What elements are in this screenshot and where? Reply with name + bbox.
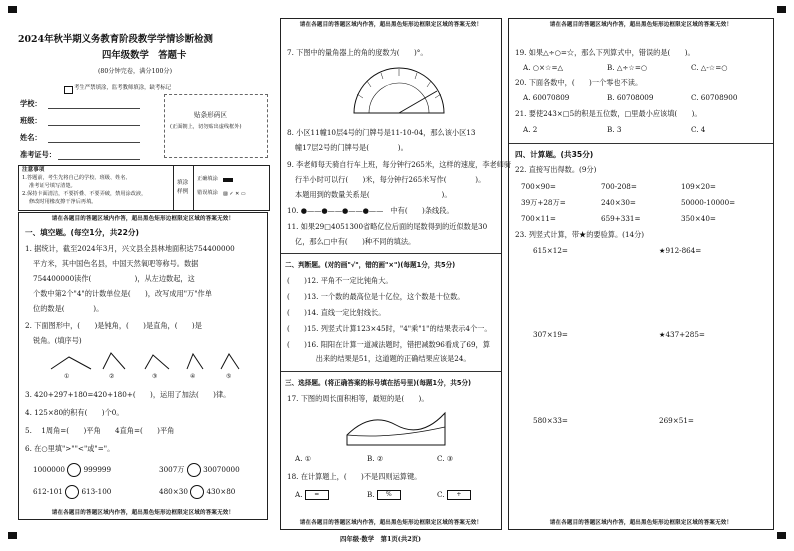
compare-circle[interactable]: [187, 463, 201, 477]
divider: [509, 143, 773, 144]
compare-row: [159, 485, 235, 499]
q18: 18. 在计算题上，( )不是四则运算键。: [287, 472, 422, 481]
angle-2: [103, 353, 125, 369]
angle-label-1: ①: [64, 373, 70, 380]
notice-box: [18, 165, 270, 211]
notice-line: 2.保持卡面清洁，不要折叠、不要弄破，禁用涂改液，: [22, 191, 147, 197]
exam-note: (80分钟完卷，满分100分): [98, 68, 173, 75]
angle-label-5: ⑤: [226, 373, 232, 380]
direct-calc: 240×30=: [601, 198, 636, 207]
section-4-title: 四、计算题。(共35分): [515, 150, 594, 159]
q1-line: 个数中第2个"4"的计数单位是( )，改写成用"万"作单: [33, 289, 212, 298]
vertical-calc: ★912-864=: [659, 246, 702, 255]
q6-line: 6. 在○里填">""<"或"="。: [25, 444, 115, 453]
direct-calc: 700×90=: [521, 182, 556, 191]
vertical-calc: 615×12=: [533, 246, 568, 255]
section-3-title: 三、选择题。(将正确答案的标号填在括号里)(每题1分，共5分): [285, 379, 472, 387]
vertical-calc: 269×51=: [659, 416, 694, 425]
q10: 10. ●——●——●——●—— 中有( )条线段。: [287, 206, 454, 215]
judge-item: ( )15. 列竖式计算123×45时，"4"乘"1"的结果表示4个一。: [287, 324, 492, 333]
compare-left: 1000000: [33, 465, 66, 474]
vertical-calc: ★437+285=: [659, 330, 705, 339]
q17-option[interactable]: C. ③: [437, 454, 454, 463]
exam-subtitle: 四年级数学 答题卡: [102, 50, 187, 61]
calc-key-equals-icon: =: [305, 490, 329, 500]
q11-cont: 亿，那么□中有( )种不同的填法。: [295, 237, 416, 246]
q2-line: 2. 下面图形中，( )是钝角，( )是直角，( )是: [25, 321, 202, 330]
option-label: B.: [367, 490, 375, 499]
correct-fill-mark: [223, 178, 233, 182]
q19-option[interactable]: A. ○×☆=△: [523, 63, 564, 72]
angle-1: [51, 357, 91, 369]
divider: [281, 253, 501, 254]
warning-bar: 请在各题目的答题区域内作答，超出黑色矩形边框限定区域的答案无效！: [299, 520, 483, 526]
wrong-fill-label: 错误填涂: [197, 190, 218, 196]
notice-title: 注意事项: [22, 167, 45, 173]
q21-option[interactable]: C. 4: [691, 125, 706, 134]
compare-circle[interactable]: [190, 485, 204, 499]
q9-cont: 行半小时可以行( )米，每分钟行265米写作( )。: [295, 175, 486, 184]
q4-line: 4. 125×80的积有( )个0。: [25, 408, 124, 417]
judge-item-cont: 出来的结果是51，这道题的正确结果应该是24。: [287, 354, 471, 363]
calc-key-plus-icon: +: [447, 490, 471, 500]
q19-option[interactable]: B. △÷☆=○: [607, 63, 648, 72]
option-label: A.: [295, 490, 303, 499]
section-1-title: 一、填空题。(每空1分，共22分): [25, 228, 139, 237]
compare-circle[interactable]: [65, 485, 79, 499]
name-field[interactable]: [48, 142, 140, 143]
warning-bar: 请在各题目的答题区域内作答，超出黑色矩形边框限定区域的答案无效！: [51, 510, 235, 516]
q18-option[interactable]: [295, 489, 329, 500]
q20: 20. 下面各数中，( )一个零也不读。: [515, 78, 643, 87]
direct-calc: 700×11=: [521, 214, 556, 223]
q20-option[interactable]: C. 60708900: [691, 93, 738, 102]
exam-title: 2024年秋半期义务教育阶段教学学情诊断检测: [18, 34, 213, 45]
q23: 23. 列竖式计算，带★的要验算。(14分): [515, 230, 645, 239]
q9: 9. 李老师每天骑自行车上班，每分钟行265米，这样的速度，李老师骑: [287, 160, 512, 169]
q18-option[interactable]: [437, 489, 471, 500]
calc-key-percent-icon: %: [377, 490, 401, 500]
barcode-label: 贴条形码区: [194, 111, 227, 119]
angle-3: [145, 355, 169, 369]
angle-4: [187, 354, 203, 369]
section-2-title: 二、判断题。(对的画"√"，错的画"×")(每题1分，共5分): [285, 261, 456, 269]
class-field[interactable]: [48, 125, 140, 126]
fill-sample-label: 填涂样例: [177, 180, 189, 195]
notice-line: 准考证号填写清楚。: [29, 183, 76, 189]
q20-option[interactable]: B. 60708009: [607, 93, 654, 102]
q3-line: 3. 420+297+180=420+180+( )，运用了加法( )律。: [25, 390, 231, 399]
option-label: C.: [437, 490, 445, 499]
q1-line: 平方米，其中国色名县，中国天然氧吧等称号。数据: [33, 259, 199, 268]
q17-option[interactable]: A. ①: [295, 454, 312, 463]
protractor-figure: [349, 61, 449, 121]
q11: 11. 如果29□4051300省略亿位后面的尾数得到的近似数是30: [287, 222, 488, 231]
class-field-label: 班级：: [20, 116, 42, 125]
compare-row: [33, 485, 111, 499]
notice-line: 1.答题前，考生先将自己的学校、班级、姓名、: [22, 175, 131, 181]
name-field-label: 姓名：: [20, 133, 42, 142]
judge-item: ( )14. 直线一定比射线长。: [287, 308, 386, 317]
warning-bar: 请在各题目的答题区域内作答，超出黑色矩形边框限定区域的答案无效！: [549, 520, 733, 526]
corner-marker: [777, 532, 786, 539]
compare-right: 430×80: [206, 487, 236, 496]
q17: 17. 下图的周长面积相等，最短的是( )。: [287, 394, 429, 403]
q1-line: 1. 据统计，截至2024年3月，兴文县全县林地面积达754400000: [25, 244, 235, 253]
corner-marker: [777, 6, 786, 13]
angle-figures: [21, 349, 261, 379]
column-2: [280, 18, 512, 530]
direct-calc: 700-208=: [601, 182, 637, 191]
judge-item: ( )12. 平角不一定比钝角大。: [287, 276, 393, 285]
q18-option[interactable]: [367, 489, 401, 500]
angle-label-3: ③: [152, 373, 158, 380]
corner-marker: [8, 6, 17, 13]
q21-option[interactable]: A. 2: [523, 125, 538, 134]
absent-flag-box[interactable]: [64, 86, 73, 94]
q5-line: 5. 1周角=( )平角 4直角=( )平角: [25, 426, 175, 435]
direct-calc: 39万+28万=: [521, 198, 566, 207]
q21-option[interactable]: B. 3: [607, 125, 622, 134]
q9-cont: 本题用到的数量关系是( )。: [295, 190, 452, 199]
direct-calc: 350×40=: [681, 214, 716, 223]
q8-cont: 幢17层2号的门牌号是( )。: [295, 143, 408, 152]
q2-line: 锐角。(填序号): [33, 336, 82, 345]
exam-number-field[interactable]: [58, 159, 140, 160]
wrong-fill-marks: ▨ ✓ ✕ ▭: [223, 191, 246, 197]
school-field-label: 学校：: [20, 99, 42, 108]
absent-flag-text: 考生严禁填涂，监考教师填涂，缺考标记: [74, 85, 172, 91]
q22: 22. 直接写出得数。(9分): [515, 165, 597, 174]
page-footer: 四年级·数学 第1页(共2页): [340, 535, 422, 543]
compare-left: 3007万: [159, 465, 185, 474]
exam-number-label: 准考证号：: [20, 150, 56, 159]
q20-option[interactable]: A. 60070809: [523, 93, 570, 102]
warning-bar: 请在各题目的答题区域内作答，超出黑色矩形边框限定区域的答案无效！: [299, 22, 483, 28]
vertical-calc: 307×19=: [533, 330, 568, 339]
q1-line: 位的数是( )。: [33, 304, 104, 313]
q7: 7. 下图中的量角器上的角的度数为( )°。: [287, 48, 428, 57]
column-1: [14, 14, 270, 534]
q21: 21. 要使243×□5的积是五位数，□里最小应该填( )。: [515, 109, 702, 118]
angle-label-2: ②: [109, 373, 115, 380]
direct-calc: 50000-10000=: [681, 198, 736, 207]
judge-item: ( )16. 阳阳在计算一道减法题时，错把减数96看成了69，算: [287, 340, 490, 349]
q17-option[interactable]: B. ②: [367, 454, 384, 463]
perimeter-figure: [341, 405, 451, 449]
warning-bar: 请在各题目的答题区域内作答，超出黑色矩形边框限定区域的答案无效！: [549, 22, 733, 28]
q19: 19. 如果△÷○=☆，那么下列算式中，错误的是( )。: [515, 48, 695, 57]
barcode-sub: (正面朝上，切勿贴出虚线框外): [170, 124, 242, 130]
direct-calc: 109×20=: [681, 182, 716, 191]
compare-row: [159, 463, 240, 477]
school-field[interactable]: [48, 108, 140, 109]
compare-circle[interactable]: [67, 463, 81, 477]
vertical-calc: 580×33=: [533, 416, 568, 425]
judge-item: ( )13. 一个数的最高位是十亿位，这个数是十位数。: [287, 292, 465, 301]
compare-left: 612-101: [33, 487, 63, 496]
warning-bar: 请在各题目的答题区域内作答，超出黑色矩形边框限定区域的答案无效！: [51, 216, 235, 222]
column-3: [508, 18, 774, 530]
q1-line: 754400000读作( )，从左边数起，这: [33, 274, 195, 283]
fill-section-box: [18, 212, 268, 520]
compare-left: 480×30: [159, 487, 188, 496]
compare-row: [33, 463, 111, 477]
q8: 8. 小区11幢10层4号的门牌号是11-10-04，那么该小区13: [287, 128, 476, 137]
direct-calc: 659+331=: [601, 214, 641, 223]
notice-line: 修改时用橡皮擦干净后再填。: [29, 199, 97, 205]
q19-option[interactable]: C. △-☆=○: [691, 63, 728, 72]
compare-right: 30070000: [203, 465, 240, 474]
angle-label-4: ④: [190, 373, 196, 380]
correct-fill-label: 正确填涂: [197, 176, 218, 182]
compare-right: 999999: [83, 465, 112, 474]
divider: [281, 371, 501, 372]
compare-right: 613-100: [81, 487, 112, 496]
angle-5: [221, 354, 239, 369]
